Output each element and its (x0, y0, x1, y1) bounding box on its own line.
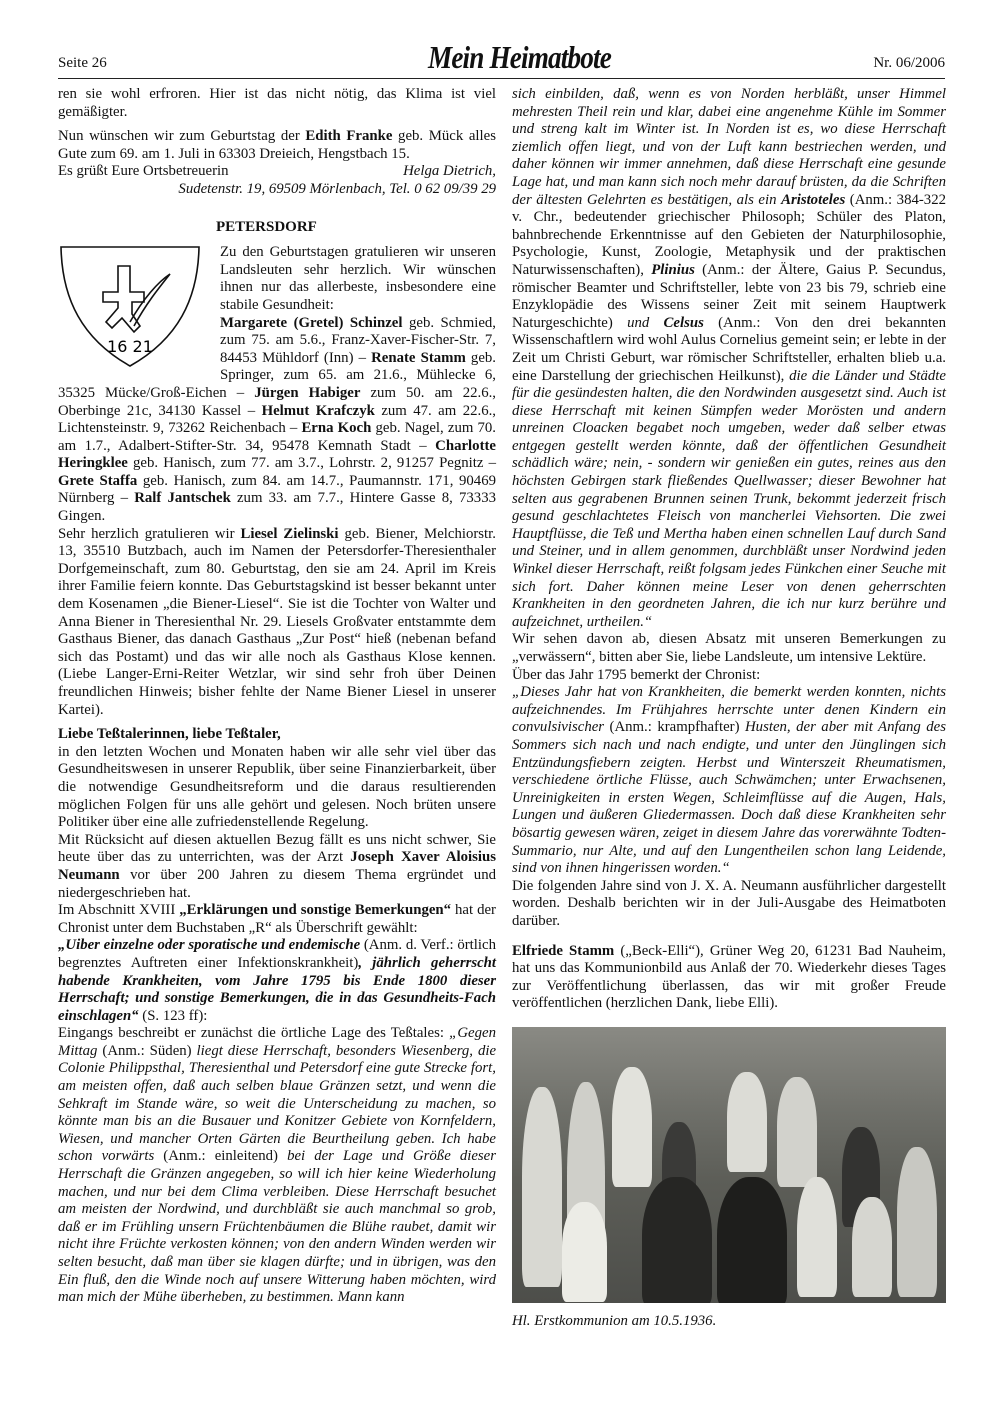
paragraph (58, 526, 496, 720)
text-run: (Anm.: krampfhafter) (609, 719, 745, 736)
emphasized-text-run: Aristoteles (781, 191, 846, 208)
emphasized-text-run: Ralf Jantschek (134, 490, 231, 507)
emphasized-text-run: Jürgen Habiger (254, 384, 361, 401)
emphasized-text-run: Helmut Krafczyk (261, 402, 375, 419)
paragraph (58, 902, 496, 937)
masthead-logo: Mein Heimatbote (428, 39, 611, 75)
emphasized-text-run: Renate Stamm (371, 349, 466, 366)
emphasized-text-run: Plinius (651, 261, 695, 278)
text-run: (Anm.: Von den drei bekannten Wissenschaftlern wird wohl Aulus Cornelius gemeint sein; er lebte in der Zeit um Christi Geburt, war römischer Schriftsteller, erhalten blieb u.a. eine Darstellung der griechischen Heilkunst), (512, 314, 946, 384)
paragraph (58, 1025, 496, 1307)
text-run: Eingangs beschreibt er zunächst die örtliche Lage des Teßtales: (58, 1025, 450, 1042)
emphasized-text-run: Joseph Xaver Aloisius Neumann (58, 849, 496, 883)
communion-photo (512, 1027, 946, 1303)
signature-name: Helga Dietrich, (403, 163, 496, 180)
emphasized-text-run: Celsus (663, 314, 704, 331)
signature (58, 163, 496, 181)
right-column (512, 86, 946, 1330)
emphasized-text-run: sich einbilden, daß, wenn es von Norden herbläßt, unser Himmel mehresten Theil rein und klar, dabei eine angenehme Kühle im Sommer und streng kalt im Winter ist. In Norden ist es, wo diese Herrschaft ziemlich offen liegt, und von der Luft kann bestriechen werden, und daher können wir immer annehmen, daß diese Herrschaft eine gesunde Lage hat, und man kann sich noch mehr darauf brüsten, da die Schriften der ältesten Gelehrten es bestätigen, als ein (512, 86, 946, 208)
paragraph (58, 128, 496, 163)
signature-address: Sudetenstr. 19, 69509 Mörlenbach, Tel. 0 62 09/39 29 (178, 180, 496, 197)
text-run: Nun wünschen wir zum Geburtstag der (58, 128, 306, 145)
emphasized-text-run: Charlotte Heringklee (58, 437, 496, 472)
page-number: Seite 26 (58, 55, 107, 71)
text-run: Zu den Geburtstagen gratulieren wir unseren Landsleuten sehr herzlich. Wir wünschen ihnen nur das allerbeste, insbesondere eine stabile Gesundheit: (220, 244, 496, 313)
text-run: (Anm.: Süden) (102, 1042, 197, 1059)
crest-year: 16 21 (107, 337, 153, 357)
emphasized-text-run: „Uiber einzelne oder sporatische und endemische (58, 937, 361, 954)
emphasized-text-run: und (627, 314, 664, 331)
text-run: geb. Hanisch, zum 77. am 3.7., Lohrstr. 2, 91257 Pegnitz – (127, 455, 496, 472)
text-run: („Beck-Elli“), Grüner Weg 20, 61231 Bad Nauheim, hat uns das Kommunionbild aus Anlaß der 70. Wiederkehr dieses Tages zur Veröffentlichung überlassen, das wir mit großer Freude veröffentlichen (herzlichen Dank, liebe Elli). (512, 942, 947, 1012)
text-run: Sehr herzlich gratulieren wir (58, 525, 241, 542)
text-run: Wir sehen davon ab, diesen Absatz mit unseren Bemerkungen zu „verwässern“, bitten aber Sie, liebe Landsleute, um intensive Lektüre. (512, 631, 946, 665)
emphasized-text-run: liegt diese Herrschaft, besonders Wiesenberg, die Colonie Philippsthal, Theresienthal und Petersdorf eine gute Strecke fort, am meisten offen, daß auch selben blaue Gränzen setzt, und wenn die Sehkraft im Stande wäre, so weit die Unterscheidung zu machen, so könnte man bis an die Busauer und Konitzer Gebiete von Kornfeldern, Wiesen, und mancher Orten Gärten die Beurtheilung geben. Ich habe schon vorwärts (58, 1042, 497, 1165)
emphasized-text-run: Edith Franke (305, 128, 393, 145)
text-run: geb. Hanisch, zum 84. am 14.7., Paumannstr. 171, 90469 Nürnberg – (58, 472, 496, 507)
text-run: (Anm. d. Verf.: örtlich begrenztes Auftreten einer Infektionskrankheit) (58, 937, 496, 971)
text-run: geb. Springer, zum 65. am 21.6., Mühlecke 6, 35325 Mücke/Groß-Eichen – (58, 349, 496, 401)
text-run: (Anm.: einleitend) (163, 1148, 288, 1165)
page-header (58, 30, 945, 79)
emphasized-text-run: Husten, der aber mit Anfang des Sommers sich nach und nach endigte, und unter den Jünglingen sich Entzündungsfiebern zeigten. Herbst und Winterszeit Rheumatismen, verschiedene örtliche Flüsse, auch Schwämchen; unter Erwachsenen, Unreinigkeiten in ersten Wegen, Schleimflüsse auf die Augen, Hals, Lungen und äußeren Gliedermassen. Doch daß diese Krankheiten sehr bösartig gewesen wären, zeiget in diesem Jahre das vorerwähnte Todten-Summario, nur Alte, und auf den Lungentheilen schon lang Leidende, sind von ihnen hingerissen worden.“ (512, 719, 946, 877)
emphasized-text-run: „Gegen Mittag (58, 1025, 496, 1059)
emphasized-text-run: Grete Staffa (58, 472, 138, 489)
section-heading: PETERSDORF (216, 218, 317, 235)
text-run: zum 33. am 7.7., Hintere Gasse 8, 73333 Gingen. (58, 490, 496, 525)
text-run: zum 50. am 22.6., Oberbinge 21c, 34130 Kassel – (58, 384, 496, 419)
paragraph (58, 832, 496, 902)
text-run: Im Abschnitt XVIII (58, 902, 180, 919)
emphasized-text-run: Liesel Zielinski (240, 525, 339, 542)
text-run: geb. Schmied, zum 75. am 5.6., Franz-Xaver-Fischer-Str. 7, 84453 Mühldorf (Inn) – (220, 314, 496, 366)
text-run: Die folgenden Jahre sind von J. X. A. Neumann ausführlicher dargestellt worden. Deshalb berichten wir in der Juli-Ausgabe des Heimatboten darüber. (512, 877, 946, 929)
text-run: Über das Jahr 1795 bemerkt der Chronist: (512, 666, 761, 683)
signature-greeting: Es grüßt Eure Ortsbetreuerin (58, 163, 229, 180)
text-run: geb. Biener, Melchiorstr. 13, 35510 Butzbach, auch im Namen der Petersdorfer-Theresienthaler Dorfgemeinschaft, zum 80. Geburtstag, den sie am 24. April im Kreis ihrer Familie feiern konnte. Das Geburtstagskind ist besser bekannt unter dem Kosenamen „die Biener-Liesel“. Sie ist die Tochter von Walter und Anna Biener in Theresienthal Nr. 29. Liesels Großvater entstammte dem Gasthaus Biener, das danach Gasthaus „Zur Post“ hieß (nebenan befand sich das Postamt) und das wir alle noch als Gasthaus Klose kennen. (Liebe Langer-Erni-Reiter Wetzlar, wir sind sehr froh über Deinen freundlichen Hinweis; bisher fehlte der Name Biener Liesel in unserer Kartei). (58, 525, 496, 718)
emphasized-text-run: Elfriede Stamm (512, 942, 615, 959)
photo-caption: Hl. Erstkommunion am 10.5.1936. (512, 1312, 717, 1329)
text-run: in den letzten Wochen und Monaten haben wir alle sehr viel über das Gesundheitswesen in unserer Republik, über seine Finanzierbarkeit, über die notwendige Gesundheitsreform und die daraus resultierenden möglichen Folgen für uns alle gehört und gelesen. Noch brüten unsere Politiker über eine alle zufriedenstellende Regelung. (58, 743, 496, 831)
emphasized-text-run: Margarete (Gretel) Schinzel (220, 314, 403, 331)
text-run: ren sie wohl erfroren. Hier ist das nicht nötig, das Klima ist viel gemäßigter. (58, 86, 496, 120)
paragraph (58, 86, 496, 121)
text-run: hat der Chronist unter dem Buchstaben „R“ als Überschrift gewählt: (58, 902, 496, 936)
paragraph (512, 86, 946, 631)
subheading (58, 726, 496, 744)
emphasized-text-run: „Dieses Jahr hat von Krankheiten, die bemerkt werden konnten, nichts aufzeichnendes. Im Frühjahres herrschte unter denen Kindern ein convulsivischer (512, 684, 946, 736)
text-run: (S. 123 ff): (138, 1007, 208, 1024)
emphasized-text-run: „Erklärungen und sonstige Bemerkungen“ (179, 902, 452, 919)
paragraph (58, 744, 496, 832)
issue-number: Nr. 06/2006 (873, 55, 945, 71)
paragraph (58, 937, 496, 1025)
emphasized-text-run: Liebe Teßtalerinnen, liebe Teßtaler, (58, 726, 281, 743)
paragraph (512, 684, 946, 878)
paragraph (512, 943, 946, 1013)
text-run: Mit Rücksicht auf diesen aktuellen Bezug fällt es uns nicht schwer, Sie heute über das zu unterrichten, was der Arzt (58, 831, 496, 866)
text-run: geb. Nagel, zum 70. am 1.7., Adalbert-Stifter-Str. 34, 95478 Kemnath Stadt – (58, 420, 496, 454)
paragraph (512, 667, 946, 685)
paragraph (512, 878, 946, 931)
emphasized-text-run: Erna Koch (301, 420, 372, 437)
emphasized-text-run: bei der Lage und Größe dieser Herrschaft die Gränzen angegeben, so will ich hier keine Wiederholung machen, und nur bei dem Clima verbleiben. Diese Herrschaft besuchet am meisten der Nordwind, und durchbläßt sie auch manchmal so grob, daß er im Frühling unsern Früchtenbäumen die Blühe raubet, damit wir nicht ihre Früchte verkosten können; von den andern Winden werden wir selten besucht, daß man über sie klagen dürfte; und in übrigen, was den Ein fluß, den die Winde noch auf unsere Witterung haben möchten, wird man mich der Mühe überheben, zu bestimmen. Mann kann (58, 1148, 497, 1306)
text-run: zum 47. am 22.6., Lichtensteinstr. 9, 73262 Reichenbach – (58, 402, 496, 437)
emphasized-text-run: , jährlich geherrscht habende Krankheiten, vom Jahre 1795 bis Ende 1800 dieser Herrschaft; und sonstige Bemerkungen, die in das Gesundheits-Fach einschlagen“ (58, 954, 496, 1024)
text-run: vor über 200 Jahren zu diesem Thema ergründet und niedergeschrieben hat. (58, 866, 496, 901)
paragraph (512, 631, 946, 666)
text-run: geb. Mück alles Gute zum 69. am 1. Juli in 63303 Dreieich, Hengstbach 15. (58, 128, 496, 162)
coat-of-arms-icon (58, 244, 208, 372)
emphasized-text-run: die die Länder und Städte für die gesündesten halten, die den Nordwinden ausgesetzt sind. Auch ist diese Herrschaft mit keinen Sümpfen weder Morösten und andern unreinen Cloacken begabet noch umgeben, weder daß selber etwas entgegen gestellt werden könnte, daß der öffentlichen Gesundheit schädlich wäre; nein, - sondern wir genießen ein gutes, reines aus den höchsten Gebirgen stark fließendes Quellwasser; dieser Bewohner hat selten aus gegrabenen Brunnen seinen Trunk, bekommt jederzeit frisch gesund geschlachtetes Fleisch von mancherlei Viehsorten. Die zwei Hauptflüsse, die Teß und Mertha haben einen schnellen Lauf durch Sand und Steiner, und in allem genommen, durchbläßt unser Nordwind jeden Winkel dieser Herrschaft, reißt folgsam jedes Fünkchen einer Seuche mit sich fort. Daher können meine Leser von denen geherrschten Krankheiten in den geordneten Jahren, die ich nur kurz berühre und aufzeichnet, urtheilen.“ (512, 367, 946, 630)
text-run: (Anm.: der Ältere, Gaius P. Secundus, römischer Beamter und Schriftsteller, lebte von 23 bis 79, schrieb eine Enzyklopädie des Wissens seiner Zeit mit seinem Hauptwerk Naturgeschichte) (512, 261, 946, 331)
text-run: (Anm.: 384-322 v. Chr., bedeutender griechischer Philosoph; Schüler des Platon, bahnbrechende Erkenntnisse auf den Gebieten der Naturphilosophie, Psychologie, Kunst, Zoologie, Metaphysik und der praktischen Naturwissenschaften), (512, 191, 946, 278)
left-column (58, 86, 496, 1307)
